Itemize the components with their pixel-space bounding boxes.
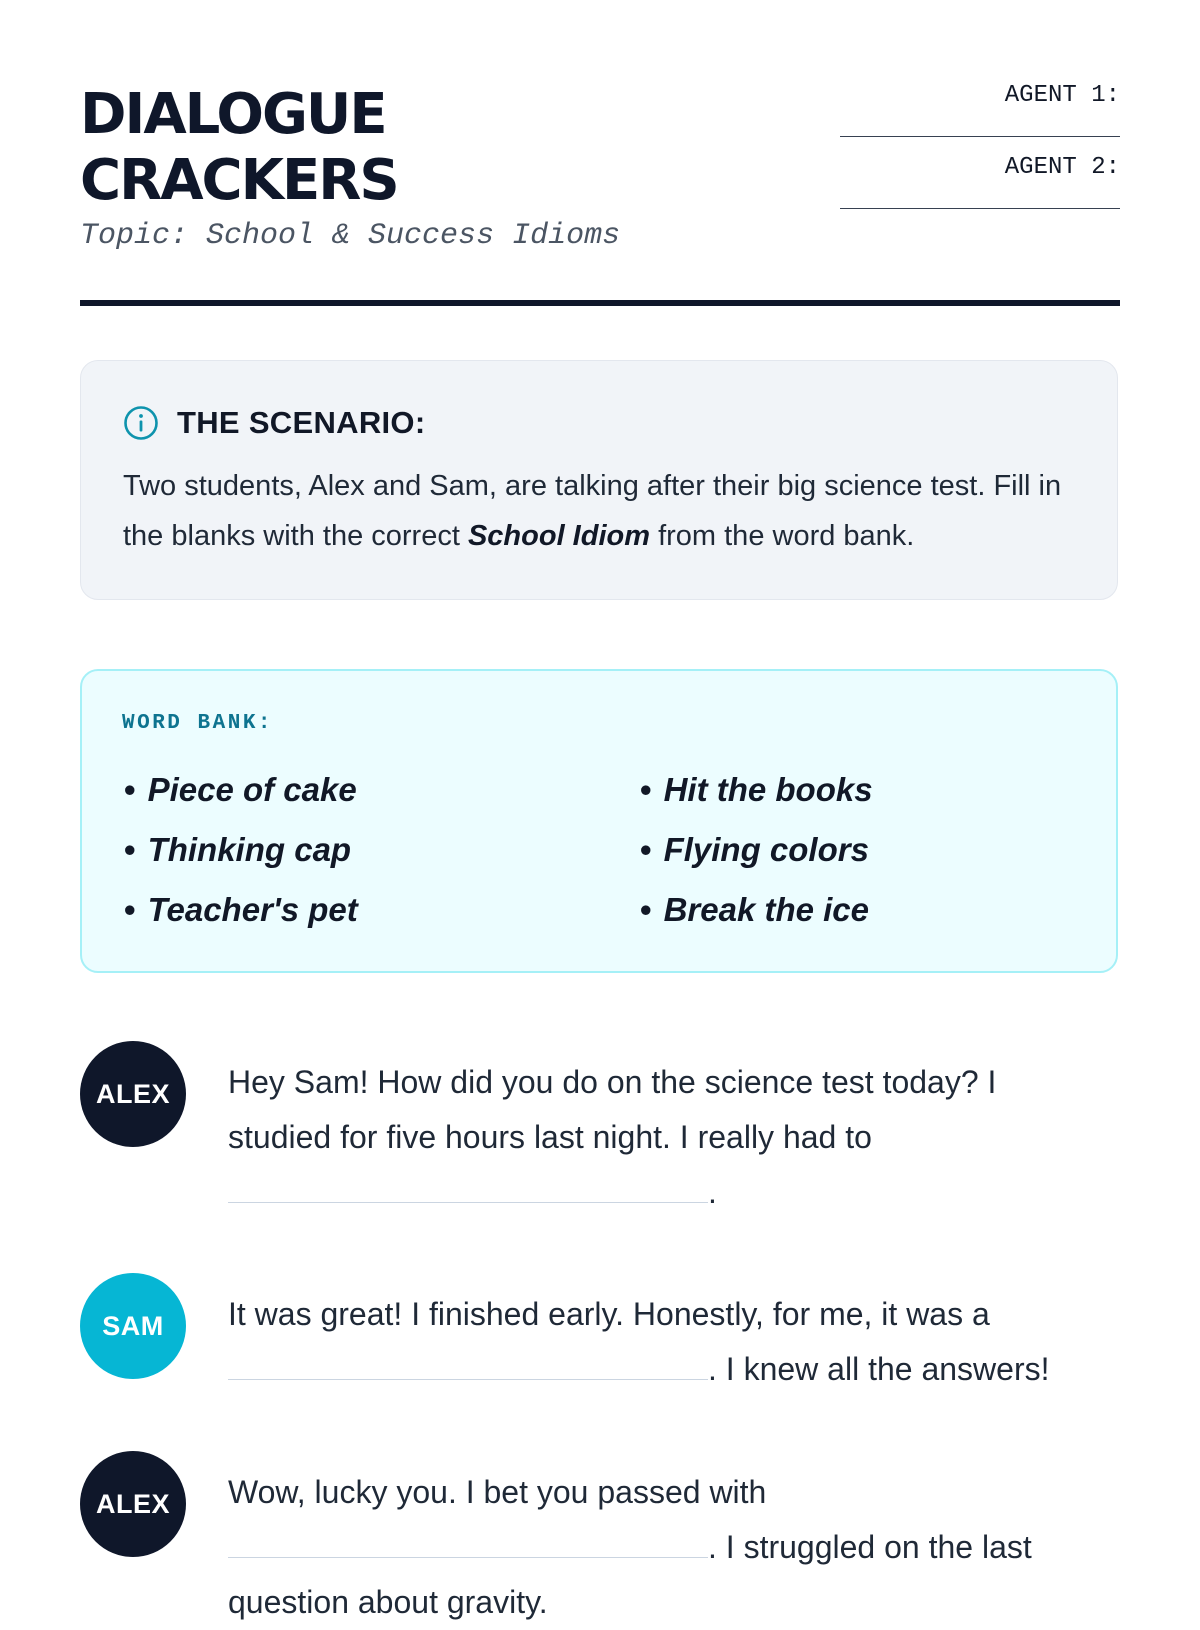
word-bank-item-text: Teacher's pet [147,891,358,928]
word-bank-item [124,820,584,880]
avatar-alex: ALEX [80,1451,186,1557]
answer-blank[interactable] [228,1527,708,1558]
scenario-text-before: Two students, Alex and Sam, are talking after their big science test. Fill in the blanks with the correct [123,470,1062,552]
speech-before: It was great! I finished early. Honestly, for me, it was a [228,1296,990,1332]
agent-1-name-line[interactable] [840,136,1120,137]
worksheet-page [80,0,1120,1620]
agent-2-field [840,154,1120,226]
scenario-title: THE SCENARIO: [177,405,426,440]
agent-2-name-line[interactable] [840,208,1120,209]
speech-text [228,1287,1108,1397]
word-bank-item-text: Flying colors [663,831,869,868]
speech-text [228,1465,1108,1630]
speech-after: . I struggled on the last question about gravity. [228,1529,1032,1620]
word-bank-item [124,760,584,820]
word-bank-item-text: Thinking cap [147,831,352,868]
bullet-icon: • [124,891,136,928]
avatar-sam: SAM [80,1273,186,1379]
scenario-emphasis: School Idiom [467,520,651,552]
bullet-icon: • [640,891,652,928]
speech-text [228,1055,1108,1220]
answer-blank[interactable] [228,1349,708,1380]
speech-before: Wow, lucky you. I bet you passed with [228,1474,767,1510]
word-bank-item [640,760,1100,820]
title-line-1: DIALOGUE [80,82,386,147]
word-bank [80,669,1118,973]
speech-after: . I knew all the answers! [708,1351,1050,1387]
topic-subtitle: Topic: School & Success Idioms [80,219,621,253]
worksheet-header [80,82,1120,302]
answer-blank[interactable] [228,1172,708,1203]
header-divider [80,300,1120,306]
scenario-text-after: from the word bank. [650,520,915,552]
word-bank-item-text: Piece of cake [147,771,357,808]
agent-1-label: AGENT 1: [1004,82,1120,109]
page-title [80,82,398,214]
word-bank-item-text: Break the ice [663,891,870,928]
scenario-heading [123,403,425,443]
word-bank-label: WORD BANK: [122,712,274,735]
word-bank-right-column [640,760,1100,940]
avatar-alex: ALEX [80,1041,186,1147]
word-bank-item-text: Hit the books [663,771,873,808]
scenario-box [80,360,1118,600]
word-bank-item [640,880,1100,940]
info-icon [123,405,159,441]
title-line-2: CRACKERS [80,148,398,213]
agent-1-field [840,82,1120,154]
word-bank-item [640,820,1100,880]
word-bank-left-column [124,760,584,940]
bullet-icon: • [640,771,652,808]
speech-after: . [708,1174,717,1210]
word-bank-item [124,880,584,940]
bullet-icon: • [640,831,652,868]
bullet-icon: • [124,771,136,808]
scenario-description [123,461,1083,561]
agent-fields [840,82,1120,226]
agent-2-label: AGENT 2: [1004,154,1120,181]
bullet-icon: • [124,831,136,868]
speech-before: Hey Sam! How did you do on the science test today? I studied for five hours last night. I really had to [228,1064,997,1155]
